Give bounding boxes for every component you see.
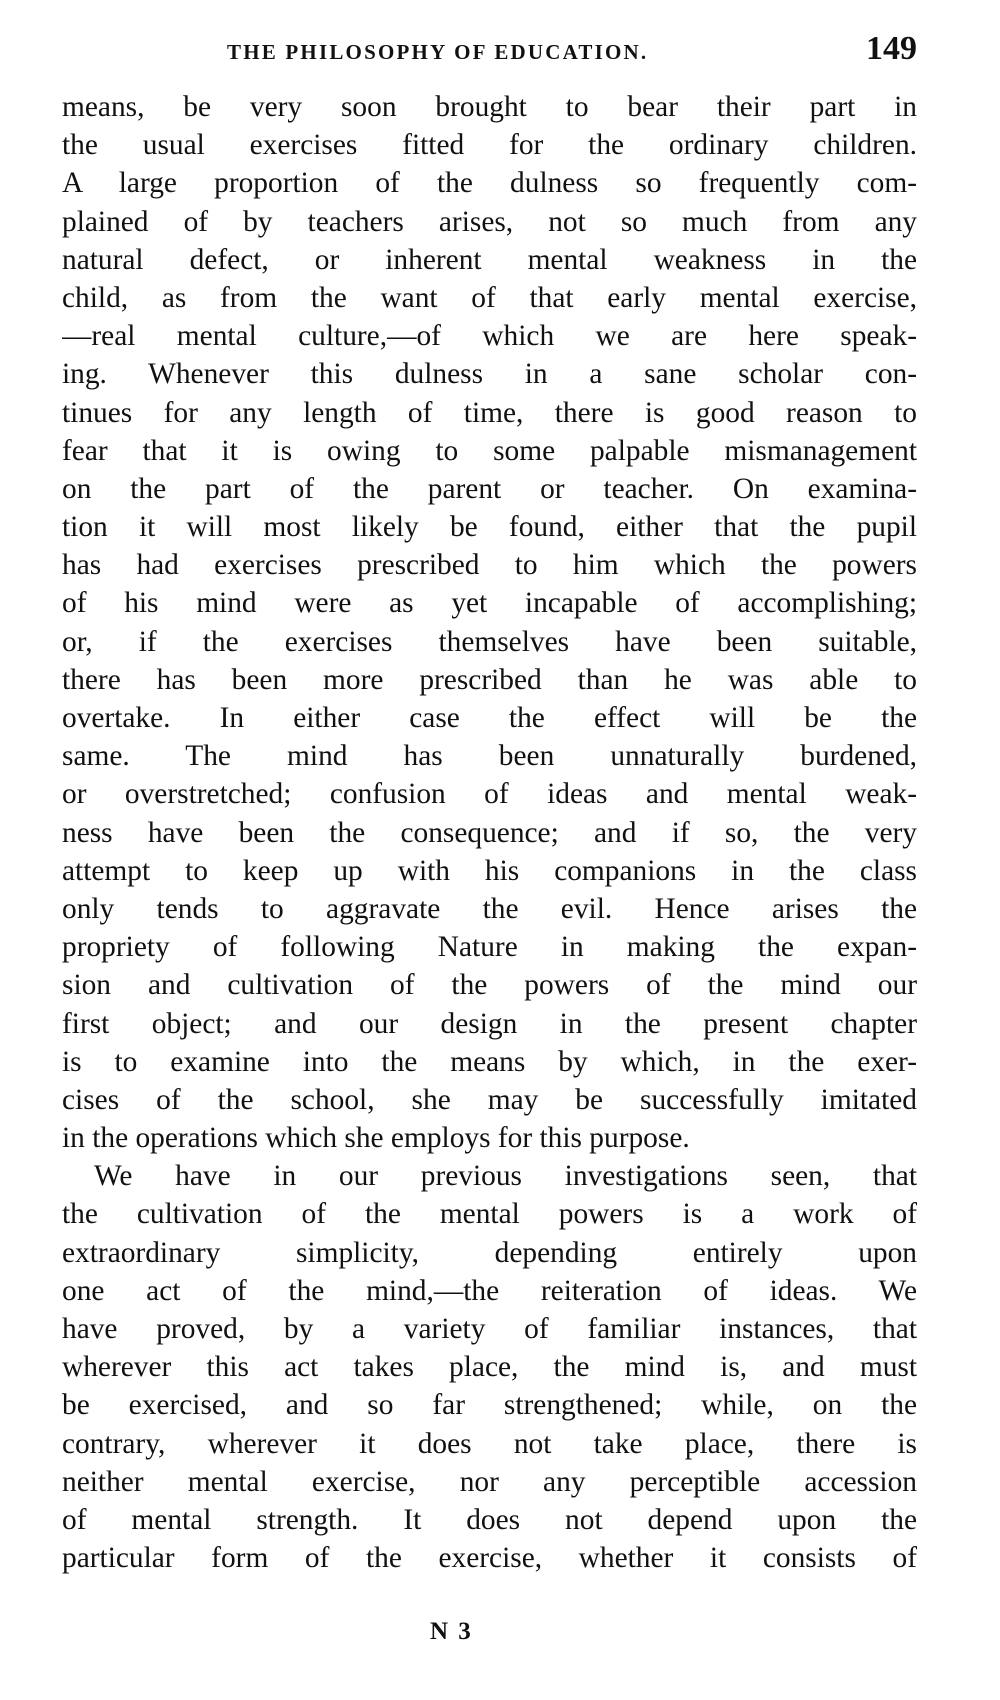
- text-line: the cultivation of the mental powers is a work of: [62, 1198, 917, 1231]
- text-line: of mental strength. It does not depend upon the: [62, 1503, 917, 1536]
- text-line: cises of the school, she may be successfully imitated: [62, 1083, 917, 1116]
- text-line: on the part of the parent or teacher. On examina-: [62, 472, 917, 505]
- text-line: fear that it is owing to some palpable mismanagement: [62, 434, 917, 467]
- text-line: ing. Whenever this dulness in a sane scholar con-: [62, 358, 917, 391]
- text-line: tion it will most likely be found, either that the pupil: [62, 511, 917, 544]
- text-line: overtake. In either case the effect will be the: [62, 702, 917, 734]
- page-header: [62, 30, 917, 78]
- text-line: in the operations which she employs for this purpose.: [62, 1122, 690, 1155]
- text-line: —real mental culture,—of which we are here speak-: [62, 320, 917, 353]
- signature-mark: N 3: [430, 1618, 473, 1645]
- text-line: sion and cultivation of the powers of the mind our: [62, 969, 917, 1002]
- paragraph-new: [62, 1157, 917, 1577]
- text-line: or overstretched; confusion of ideas and mental weak-: [62, 778, 917, 811]
- running-title: THE PHILOSOPHY OF EDUCATION.: [227, 40, 649, 64]
- text-line: plained of by teachers arises, not so much from any: [62, 205, 917, 238]
- text-line: same. The mind has been unnaturally burdened,: [62, 740, 917, 773]
- text-line: only tends to aggravate the evil. Hence arises the: [62, 892, 917, 925]
- text-line: We have in our previous investigations seen, that: [94, 1160, 917, 1193]
- text-line: one act of the mind,—the reiteration of ideas. We: [62, 1274, 917, 1307]
- text-line: contrary, wherever it does not take place, there is: [62, 1427, 917, 1460]
- text-line: A large proportion of the dulness so frequently com-: [62, 167, 917, 200]
- body-text: [62, 88, 917, 1577]
- text-line: have proved, by a variety of familiar instances, that: [62, 1313, 917, 1345]
- text-line: of his mind were as yet incapable of accomplishing;: [62, 587, 917, 620]
- text-line: propriety of following Nature in making the expan-: [62, 931, 917, 964]
- text-line: the usual exercises fitted for the ordinary children.: [62, 129, 917, 162]
- text-line: wherever this act takes place, the mind is, and must: [62, 1351, 917, 1384]
- text-line: or, if the exercises themselves have been suitable,: [62, 625, 917, 658]
- text-line: means, be very soon brought to bear their part in: [62, 91, 917, 123]
- text-line: particular form of the exercise, whether it consists of: [62, 1542, 917, 1575]
- text-line: attempt to keep up with his companions in the class: [62, 854, 917, 887]
- text-line: extraordinary simplicity, depending entirely upon: [62, 1236, 917, 1269]
- text-line: natural defect, or inherent mental weakness in the: [62, 243, 917, 276]
- text-line: is to examine into the means by which, in the exer-: [62, 1045, 917, 1078]
- page-number: 149: [866, 30, 917, 67]
- text-line: has had exercises prescribed to him which the powers: [62, 549, 917, 582]
- text-line: first object; and our design in the present chapter: [62, 1007, 917, 1040]
- text-line: tinues for any length of time, there is good reason to: [62, 396, 917, 429]
- text-line: be exercised, and so far strengthened; while, on the: [62, 1389, 917, 1422]
- text-line: neither mental exercise, nor any perceptible accession: [62, 1465, 917, 1498]
- text-line: ness have been the consequence; and if so, the very: [62, 816, 917, 849]
- paragraph-continued: [62, 88, 917, 1157]
- text-line: there has been more prescribed than he was able to: [62, 663, 917, 696]
- text-line: child, as from the want of that early mental exercise,: [62, 281, 917, 314]
